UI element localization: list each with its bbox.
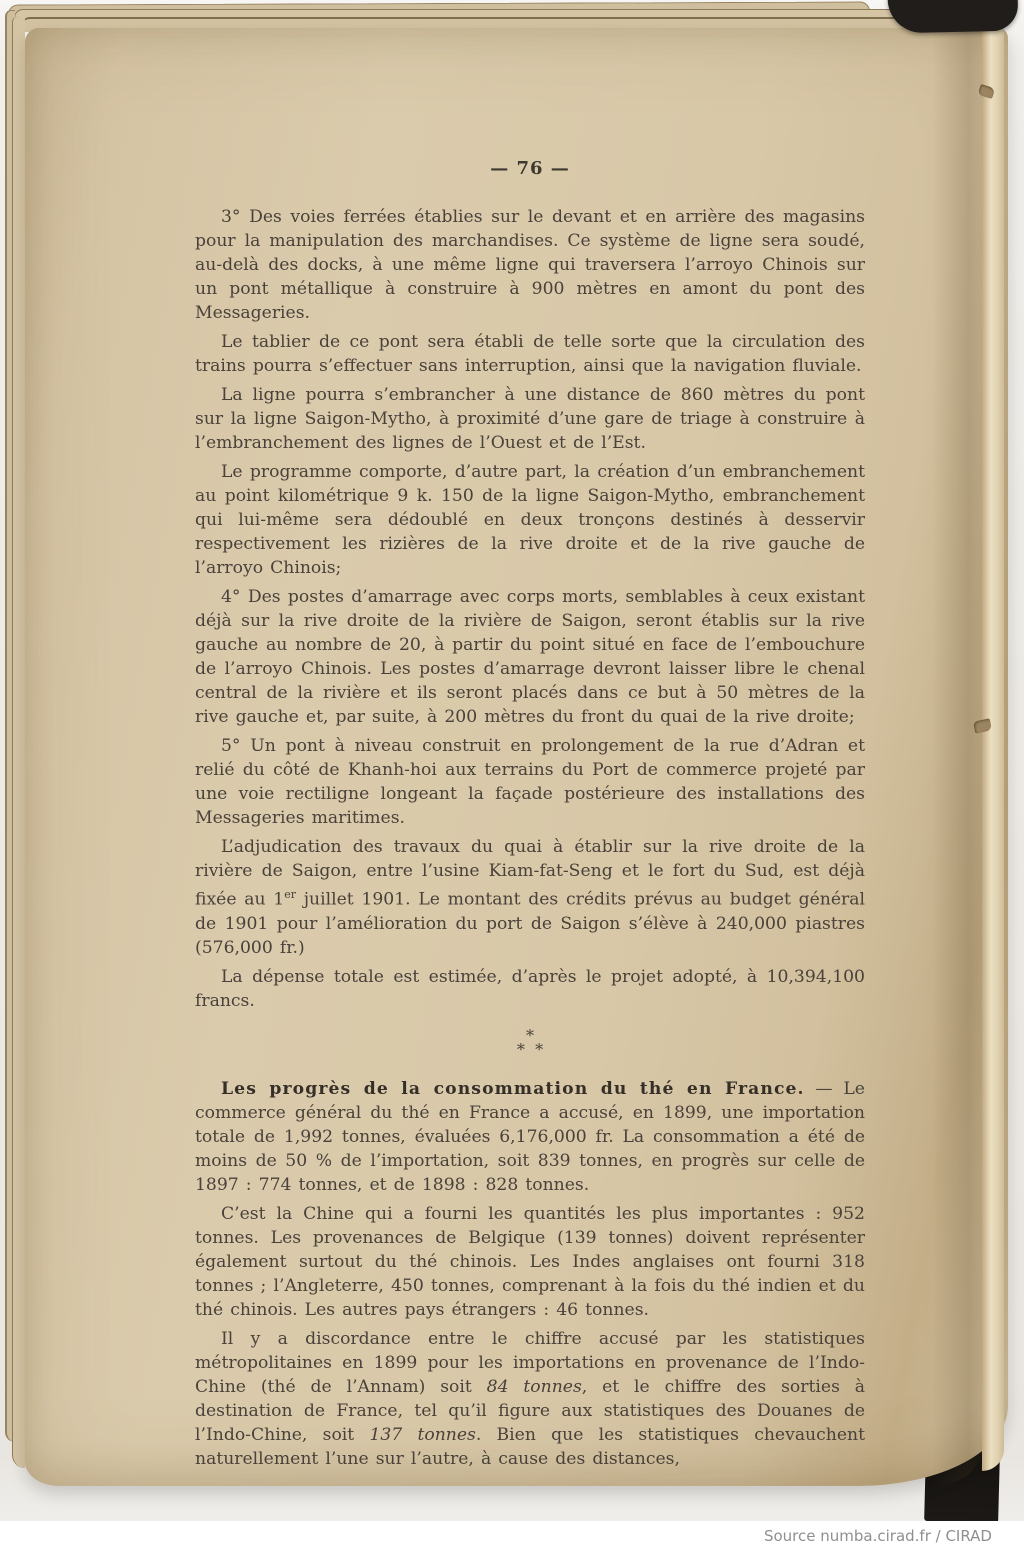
paragraph: 4° Des postes d’amarrage avec corps morts, semblables à ceux existant déjà sur la rive droite de la rivière de Saigon, seront établis sur la rive gauche au nombre de 20, à partir du point situé en face de l’embouchure de l’arroyo Chinois. Les postes d’amarrage devront laisser libre le chenal central de la rivière et ils seront placés dans ce but à 50 mètres de la rive gauche et, par suite, à 200 mètres du front du quai de la rive droite; bbox=[195, 587, 865, 727]
asterisk-separator: * * * bbox=[516, 1025, 544, 1059]
gutter-shadow bbox=[932, 28, 984, 1486]
paragraph: Le programme comporte, d’autre part, la création d’un embranchement au point kilométrique 9 k. 150 de la ligne Saigon-Mytho, embranchement qui lui-même sera dédoublé en deux tronçons destinés à desservir respectivement les rizières de la rive droite et de la rive gauche de l’arroyo Chinois; bbox=[195, 462, 865, 578]
paragraph: C’est la Chine qui a fourni les quantités les plus importantes : 952 tonnes. Les provenances de Belgique (139 tonnes) doivent représenter également surtout du thé chinois. Les Indes anglaises ont fourni 318 tonnes ; l’Angleterre, 450 tonnes, comprenant à la fois du thé indien et du thé chinois. Les autres pays étrangers : 46 tonnes. bbox=[195, 1203, 865, 1320]
text-block bbox=[195, 205, 865, 1471]
paragraph: Le tablier de ce pont sera établi de telle sorte que la circulation des trains pourra s’effectuer sans interruption, ainsi que la navigation fluviale. bbox=[195, 332, 865, 376]
binding-corner bbox=[888, 0, 1019, 33]
page-edge-left bbox=[12, 16, 25, 1468]
paragraph: 5° Un pont à niveau construit en prolongement de la rue d’Adran et relié du côté de Khanh-hoi aux terrains du Port de commerce projeté par une voie rectiligne longeant la façade postérieure des installations des Messageries maritimes. bbox=[195, 736, 865, 828]
paragraph: Il y a discordance entre le chiffre accusé par les statistiques métropolitaines en 1899 pour les importations en provenance de l’Indo-Chine (thé de l’Annam) soit 84 tonnes, et le chiffre des sorties à destination de France, tel qu’il figure aux statistiques des Douanes de l’Indo-Chine, soit 137 tonnes. Bien que les statistiques chevauchent naturellement l’une sur l’autre, à cause des distances, bbox=[195, 1328, 865, 1469]
page-content bbox=[195, 158, 865, 1476]
paragraph: 3° Des voies ferrées établies sur le devant et en arrière des magasins pour la manipulation des marchandises. Ce système de ligne sera soudé, au-delà des docks, à une même ligne qui traversera l’arroyo Chinois sur un pont métallique à construire à 900 mètres en amont du pont des Messageries. bbox=[195, 207, 865, 323]
paragraph: L’adjudication des travaux du quai à établir sur la rive droite de la rivière de Saigon, entre l’usine Kiam-fat-Seng et le fort du Sud, est déjà fixée au 1er juillet 1901. Le montant des crédits prévus au budget général de 1901 pour l’amélioration du port de Saigon s’élève à 240,000 piastres (576,000 fr.) bbox=[195, 837, 865, 958]
page-fold-edge bbox=[982, 28, 1004, 1471]
book-page bbox=[25, 28, 1008, 1486]
paragraph: La ligne pourra s’embrancher à une distance de 860 mètres du pont sur la ligne Saigon-Mytho, à proximité d’une gare de triage à construire à l’embranchement des lignes de l’Ouest et de l’Est. bbox=[195, 385, 865, 453]
page-number: — 76 — bbox=[490, 158, 570, 179]
source-bar bbox=[0, 1521, 1024, 1551]
paragraph: La dépense totale est estimée, d’après le projet adopté, à 10,394,100 francs. bbox=[195, 966, 865, 1011]
paragraph: Les progrès de la consommation du thé en France. — Le commerce général du thé en France a accusé, en 1899, une importation totale de 1,992 tonnes, évaluées 6,176,000 fr. La consommation a été de moins de 50 % de l’importation, soit 839 tonnes, en progrès sur celle de 1897 : 774 tonnes, et de 1898 : 828 tonnes. bbox=[195, 1078, 865, 1195]
source-attribution: Source numba.cirad.fr / CIRAD bbox=[763, 1527, 992, 1545]
